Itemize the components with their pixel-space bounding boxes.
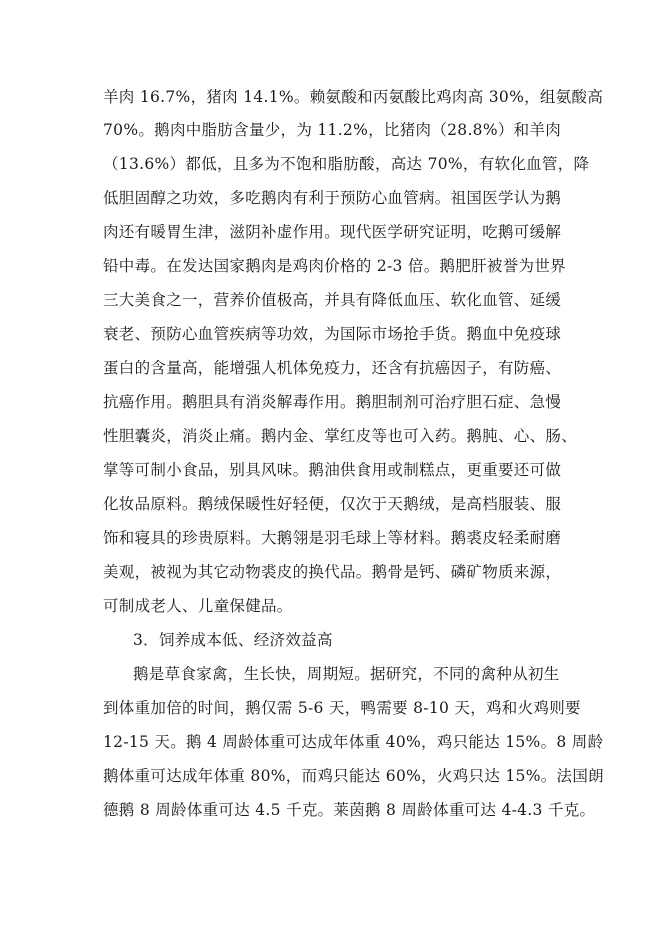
text-line: 饰和寝具的珍贵原料。大鹅翎是羽毛球上等材料。鹅裘皮轻柔耐磨 (103, 529, 562, 547)
text-line: 抗癌作用。鹅胆具有消炎解毒作用。鹅胆制剂可治疗胆石症、急慢 (103, 393, 562, 411)
text-line: 铅中毒。在发达国家鹅肉是鸡肉价格的 2-3 倍。鹅肥肝被誉为世界 (103, 257, 566, 275)
text-line: 鹅是草食家禽，生长快，周期短。据研究，不同的禽种从初生 (133, 665, 560, 683)
text-line: 德鹅 8 周龄体重可达 4.5 千克。莱茵鹅 8 周龄体重可达 4-4.3 千克。 (103, 801, 596, 819)
text-line: 可制成老人、儿童保健品。 (103, 597, 293, 615)
text-line: 化妆品原料。鹅绒保暖性好轻便，仅次于天鹅绒，是高档服装、服 (103, 495, 562, 513)
text-line: 鹅体重可达成年体重 80%，而鸡只能达 60%，火鸡只达 15%。法国朗 (103, 767, 604, 785)
text-line: 衰老、预防心血管疾病等功效，为国际市场抢手货。鹅血中免疫球 (103, 325, 562, 343)
section-heading: 3．饲养成本低、经济效益高 (133, 631, 333, 649)
text-line: 羊肉 16.7%，猪肉 14.1%。赖氨酸和丙氨酸比鸡肉高 30%，组氨酸高 (103, 88, 604, 106)
text-line: （13.6%）都低，且多为不饱和脂肪酸，高达 70%，有软化血管，降 (103, 155, 590, 173)
text-line: 低胆固醇之功效，多吃鹅肉有利于预防心血管病。祖国医学认为鹅 (103, 189, 562, 207)
text-line: 蛋白的含量高，能增强人机体免疫力，还含有抗癌因子，有防癌、 (103, 359, 562, 377)
text-line: 美观，被视为其它动物裘皮的换代品。鹅骨是钙、磷矿物质来源， (103, 563, 562, 581)
text-line: 肉还有暖胃生津，滋阴补虚作用。现代医学研究证明，吃鹅可缓解 (103, 223, 562, 241)
text-line: 12-15 天。鹅 4 周龄体重可达成年体重 40%，鸡只能达 15%。8 周龄 (103, 733, 604, 751)
text-line: 70%。鹅肉中脂肪含量少，为 11.2%，比猪肉（28.8%）和羊肉 (103, 121, 562, 139)
text-line: 三大美食之一，营养价值极高，并具有降低血压、软化血管、延缓 (103, 291, 562, 309)
text-line: 掌等可制小食品，别具风味。鹅油供食用或制糕点，更重要还可做 (103, 461, 562, 479)
text-line: 性胆囊炎，消炎止痛。鹅内金、掌红皮等也可入药。鹅肫、心、肠、 (103, 427, 578, 445)
text-line: 到体重加倍的时间，鹅仅需 5-6 天，鸭需要 8-10 天，鸡和火鸡则要 (103, 699, 581, 717)
